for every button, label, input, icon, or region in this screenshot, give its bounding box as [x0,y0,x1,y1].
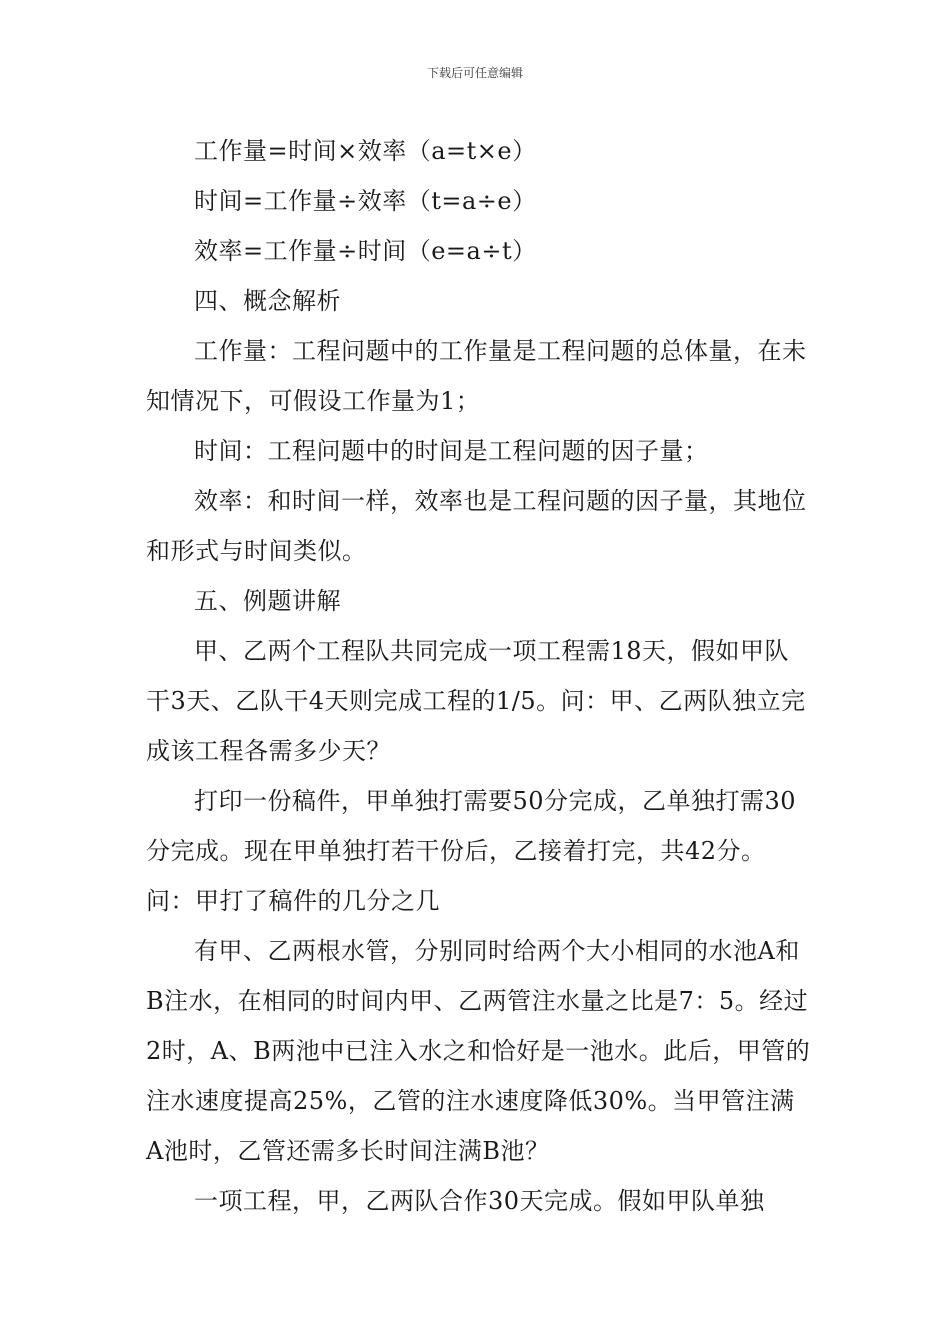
formula-time: 时间=工作量÷效率（t=a÷e） [194,187,537,215]
example-4: 一项工程，甲，乙两队合作30天完成。假如甲队单独 [194,1187,765,1215]
concept-efficiency: 效率：和时间一样，效率也是工程问题的因子量，其地位和形式与时间类似。 [146,487,807,565]
example-1: 甲、乙两个工程队共同完成一项工程需18天，假如甲队干3天、乙队干4天则完成工程的1/5。问：甲、乙两队独立完成该工程各需多少天？ [146,637,806,765]
page-header-note: 下载后可任意编辑 [426,66,523,80]
section-heading-examples: 五、例题讲解 [194,587,341,615]
formula-workload: 工作量=时间×效率（a=t×e） [194,137,537,165]
formula-efficiency: 效率=工作量÷时间（e=a÷t） [194,237,537,265]
concept-workload: 工作量：工程问题中的工作量是工程问题的总体量，在未知情况下，可假设工作量为1； [146,337,807,415]
example-2: 打印一份稿件，甲单独打需要50分完成，乙单独打需30分完成。现在甲单独打若干份后，乙接着打完，共42分。问：甲打了稿件的几分之几 [146,787,797,915]
document-body [146,126,812,1226]
example-3: 有甲、乙两根水管，分别同时给两个大小相同的水池A和B注水，在相同的时间内甲、乙两管注水量之比是7：5。经过2时，A、B两池中已注入水之和恰好是一池水。此后，甲管的注水速度提高25%，乙管的注水速度降低30%。当甲管注满A池时，乙管还需多长时间注满B池？ [146,937,811,1165]
concept-time: 时间：工程问题中的时间是工程问题的因子量； [194,437,709,465]
section-heading-concepts: 四、概念解析 [194,287,341,315]
